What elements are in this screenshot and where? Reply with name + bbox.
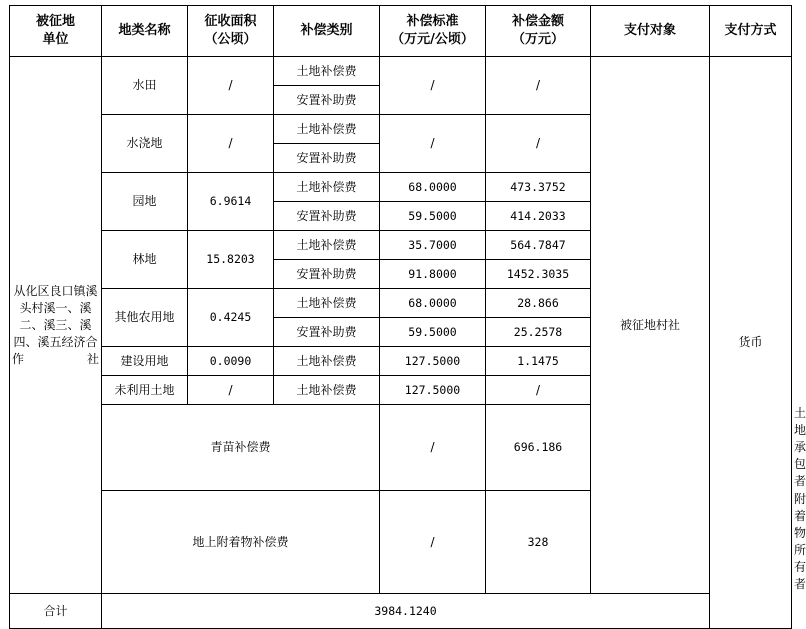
amount-cell: 28.866 <box>486 289 591 318</box>
standard-cell: 59.5000 <box>380 202 486 231</box>
header-pay-method: 支付方式 <box>710 6 792 57</box>
comp-type-cell: 土地补偿费 <box>274 376 380 405</box>
area-paddy: / <box>188 57 274 115</box>
land-type-garden: 园地 <box>102 173 188 231</box>
comp-type-cell: 土地补偿费 <box>274 347 380 376</box>
unit-name-cell: 从化区良口镇溪头村溪一、溪二、溪三、溪四、溪五经济合作社 <box>10 57 102 594</box>
area-forest: 15.8203 <box>188 231 274 289</box>
land-type-unused: 未利用土地 <box>102 376 188 405</box>
standard-cell: 59.5000 <box>380 318 486 347</box>
amount-irrigated: / <box>486 115 591 173</box>
comp-type-cell: 土地补偿费 <box>274 57 380 86</box>
standard-cell: 68.0000 <box>380 289 486 318</box>
comp-type-cell: 土地补偿费 <box>274 231 380 260</box>
standard-cell: 91.8000 <box>380 260 486 289</box>
standard-paddy: / <box>380 57 486 115</box>
amount-cell: 25.2578 <box>486 318 591 347</box>
header-row <box>10 6 792 57</box>
amount-cell: 1.1475 <box>486 347 591 376</box>
header-standard: 补偿标准 （万元/公顷） <box>380 6 486 57</box>
header-area: 征收面积 （公顷） <box>188 6 274 57</box>
comp-type-cell: 安置补助费 <box>274 86 380 115</box>
comp-type-cell: 安置补助费 <box>274 318 380 347</box>
header-payee: 支付对象 <box>591 6 710 57</box>
standard-cell: 35.7000 <box>380 231 486 260</box>
table-row: 青苗补偿费 / 696.186 土地承包者 <box>10 405 792 491</box>
standard-irrigated: / <box>380 115 486 173</box>
land-type-other-ag: 其他农用地 <box>102 289 188 347</box>
standard-cell: 68.0000 <box>380 173 486 202</box>
table-row: 地上附着物补偿费 / 328 附着物所有者 <box>10 491 792 594</box>
payee-village: 被征地村社 <box>591 57 710 594</box>
area-construction: 0.0090 <box>188 347 274 376</box>
land-type-forest: 林地 <box>102 231 188 289</box>
header-comp-type: 补偿类别 <box>274 6 380 57</box>
pay-method-cell: 货币 <box>710 57 792 629</box>
total-value: 3984.1240 <box>102 594 710 629</box>
crops-standard: / <box>380 405 486 491</box>
amount-cell: 473.3752 <box>486 173 591 202</box>
land-type-paddy: 水田 <box>102 57 188 115</box>
comp-type-cell: 土地补偿费 <box>274 173 380 202</box>
comp-type-cell: 土地补偿费 <box>274 289 380 318</box>
comp-type-cell: 安置补助费 <box>274 260 380 289</box>
compensation-table-wrapper <box>9 5 806 629</box>
comp-type-cell: 安置补助费 <box>274 144 380 173</box>
amount-cell: 564.7847 <box>486 231 591 260</box>
header-unit: 被征地 单位 <box>10 6 102 57</box>
attachments-amount: 328 <box>486 491 591 594</box>
total-row <box>10 594 792 629</box>
attachments-standard: / <box>380 491 486 594</box>
header-amount: 补偿金额 （万元） <box>486 6 591 57</box>
crops-label: 青苗补偿费 <box>102 405 380 491</box>
area-irrigated: / <box>188 115 274 173</box>
area-garden: 6.9614 <box>188 173 274 231</box>
attachments-label: 地上附着物补偿费 <box>102 491 380 594</box>
standard-cell: 127.5000 <box>380 347 486 376</box>
comp-type-cell: 安置补助费 <box>274 202 380 231</box>
amount-paddy: / <box>486 57 591 115</box>
amount-cell: 414.2033 <box>486 202 591 231</box>
compensation-table <box>9 5 806 629</box>
land-type-construction: 建设用地 <box>102 347 188 376</box>
amount-cell: 1452.3035 <box>486 260 591 289</box>
crops-amount: 696.186 <box>486 405 591 491</box>
area-unused: / <box>188 376 274 405</box>
land-type-irrigated: 水浇地 <box>102 115 188 173</box>
total-label: 合计 <box>10 594 102 629</box>
amount-cell: / <box>486 376 591 405</box>
comp-type-cell: 土地补偿费 <box>274 115 380 144</box>
header-land-type: 地类名称 <box>102 6 188 57</box>
area-other-ag: 0.4245 <box>188 289 274 347</box>
standard-cell: 127.5000 <box>380 376 486 405</box>
table-row <box>10 57 792 86</box>
